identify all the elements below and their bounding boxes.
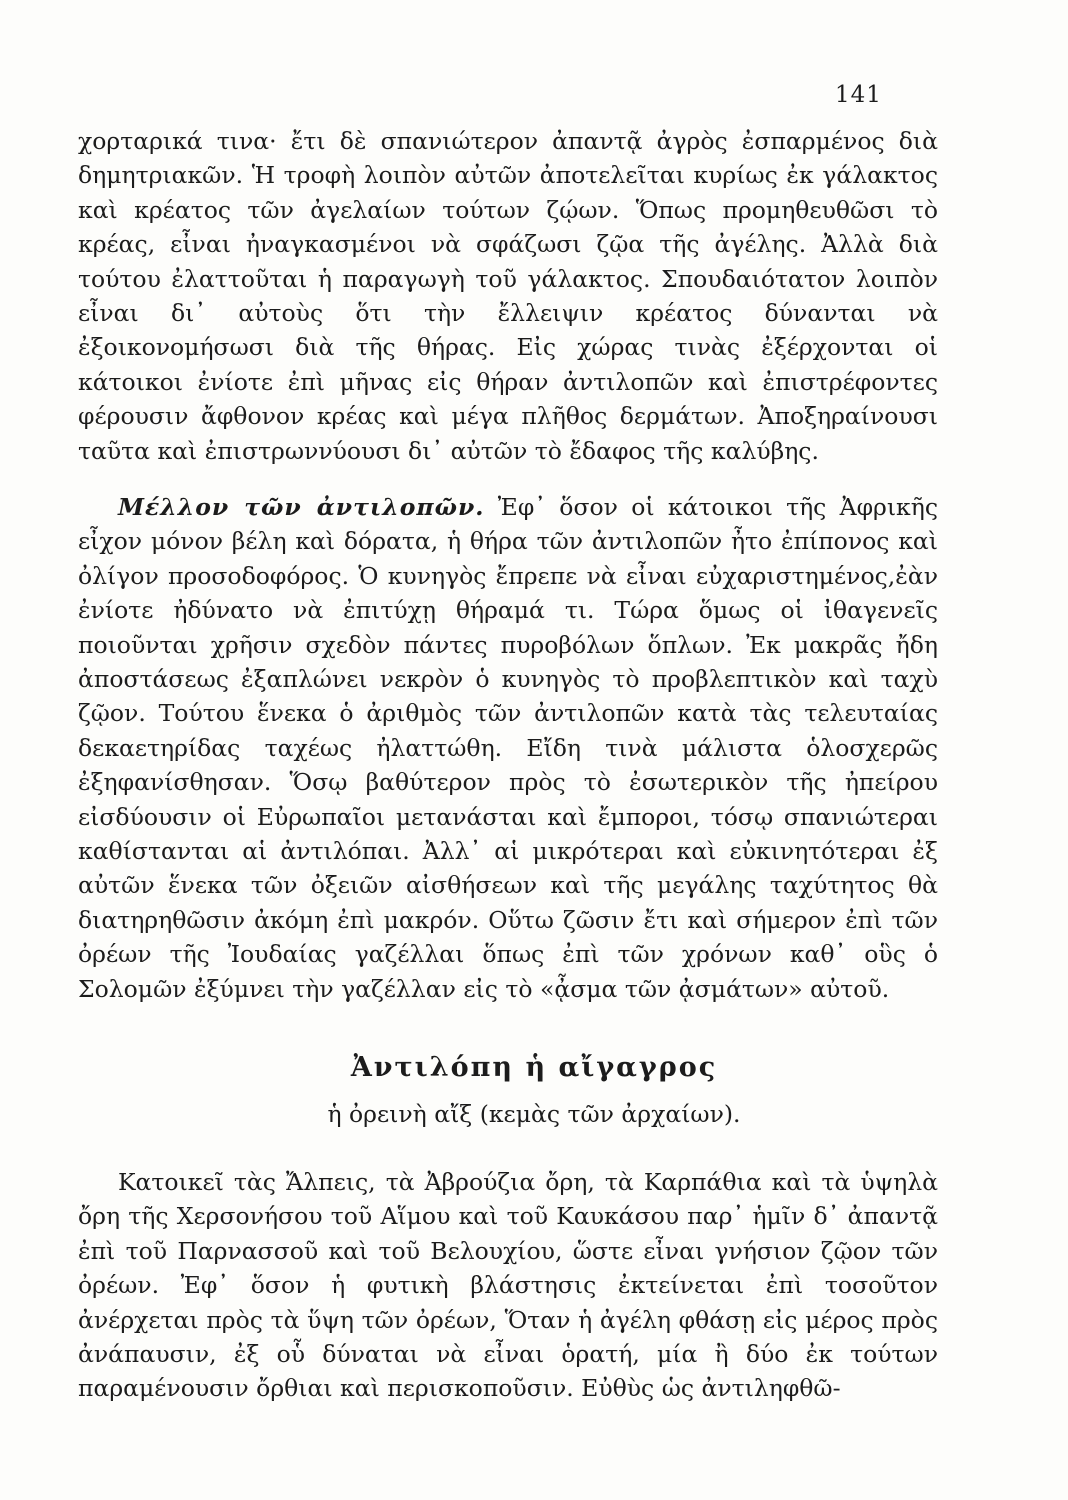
- paragraph-body: Ἐφ᾿ ὅσον οἱ κάτοικοι τῆς Ἀφρικῆς εἶχον μόνον βέλη καὶ δόρατα, ἡ θήρα τῶν ἀντιλοπῶν ἦτο ἐπίπονος καὶ ὀλίγον προσοδοφόρος. Ὁ κυνηγὸς ἔπρεπε νὰ εἶναι εὐχαριστημένος,ἐὰν ἐνίοτε ἠδύνατο νὰ ἐπιτύχῃ θήραμά τι. Τώρα ὅμως οἱ ἰθαγενεῖς ποιοῦνται χρῆσιν σχεδὸν πάντες πυροβόλων ὅπλων. Ἐκ μακρᾶς ἤδη ἀποστάσεως ἐξαπλώνει νεκρὸν ὁ κυνηγὸς τὸ προβλεπτικὸν καὶ ταχὺ ζῷον. Τούτου ἕνεκα ὁ ἀριθμὸς τῶν ἀντιλοπῶν κατὰ τὰς τελευταίας δεκαετηρίδας ταχέως ἠλαττώθη. Εἴδη τινὰ μάλιστα ὁλοσχερῶς ἐξηφανίσθησαν. Ὅσῳ βαθύτερον πρὸς τὸ ἐσωτερικὸν τῆς ἠπείρου εἰσδύουσιν οἱ Εὐρωπαῖοι μετανάσται καὶ ἔμποροι, τόσῳ σπανιώτεραι καθίστανται αἱ ἀντιλόπαι. Ἀλλ᾿ αἱ μικρότεραι καὶ εὐκινητότεραι ἐξ αὐτῶν ἕνεκα τῶν ὀξειῶν αἰσθήσεων καὶ τῆς μεγάλης ταχύτητος θὰ διατηρηθῶσιν ἀκόμη ἐπὶ μακρόν. Οὕτω ζῶσιν ἔτι καὶ σήμερον ἐπὶ τῶν ὀρέων τῆς Ἰουδαίας γαζέλλαι ὅπως ἐπὶ τῶν χρόνων καθ᾿ οὓς ὁ Σολομῶν ἐξύμνει τὴν γαζέλλαν εἰς τὸ «ᾆσμα τῶν ᾀσμάτων» αὐτοῦ.: [78, 493, 938, 1003]
- paragraph-habitat: Κατοικεῖ τὰς Ἄλπεις, τὰ Ἀβρούζια ὄρη, τὰ Καρπάθια καὶ τὰ ὑψηλὰ ὄρη τῆς Χερσονήσου τοῦ Αἵμου καὶ τοῦ Καυκάσου παρ᾿ ἡμῖν δ᾿ ἀπαντᾷ ἐπὶ τοῦ Παρνασσοῦ καὶ τοῦ Βελουχίου, ὥστε εἶναι γνήσιον ζῷον τῶν ὀρέων. Ἐφ᾿ ὅσον ἡ φυτικὴ βλάστησις ἐκτείνεται ἐπὶ τοσοῦτον ἀνέρχεται πρὸς τὰ ὕψη τῶν ὀρέων, Ὅταν ἡ ἀγέλη φθάσῃ εἰς μέρος πρὸς ἀνάπαυσιν, ἐξ οὗ δύναται νὰ εἶναι ὁρατή, μία ἢ δύο ἐκ τούτων παραμένουσιν ὄρθιαι καὶ περισκοποῦσιν. Εὐθὺς ὡς ἀντιληφθῶ-: [78, 1168, 938, 1403]
- page-number: 141: [835, 82, 882, 108]
- section-subtitle: ἡ ὀρεινὴ αἴξ (κεμὰς τῶν ἀρχαίων).: [327, 1100, 741, 1128]
- section-title: Ἀντιλόπη ἡ αἴγαγρος: [350, 1052, 718, 1083]
- paragraph-future-antelopes: [78, 490, 938, 1006]
- paragraph-food: χορταρικά τινα· ἔτι δὲ σπανιώτερον ἀπαντᾷ ἀγρὸς ἐσπαρμένος διὰ δημητριακῶν. Ἡ τροφὴ λοιπὸν αὐτῶν ἀποτελεῖται κυρίως ἐκ γάλακτος καὶ κρέατος τῶν ἀγελαίων τούτων ζῴων. Ὅπως προμηθευθῶσι τὸ κρέας, εἶναι ἠναγκασμένοι νὰ σφάζωσι ζῷα τῆς ἀγέλης. Ἀλλὰ διὰ τούτου ἐλαττοῦται ἡ παραγωγὴ τοῦ γάλακτος. Σπουδαιότατον λοιπὸν εἶναι δι᾿ αὐτοὺς ὅτι τὴν ἔλλειψιν κρέατος δύνανται νὰ ἐξοικονομήσωσι διὰ τῆς θήρας. Εἰς χώρας τινὰς ἐξέρχονται οἱ κάτοικοι ἐνίοτε ἐπὶ μῆνας εἰς θήραν ἀντιλοπῶν καὶ ἐπιστρέφοντες φέρουσιν ἄφθονον κρέας καὶ μέγα πλῆθος δερμάτων. Ἀποξηραίνουσι ταῦτα καὶ ἐπιστρωννύουσι δι᾿ αὐτῶν τὸ ἔδαφος τῆς καλύβης.: [78, 127, 938, 465]
- run-in-heading: Μέλλον τῶν ἀντιλοπῶν.: [118, 493, 485, 521]
